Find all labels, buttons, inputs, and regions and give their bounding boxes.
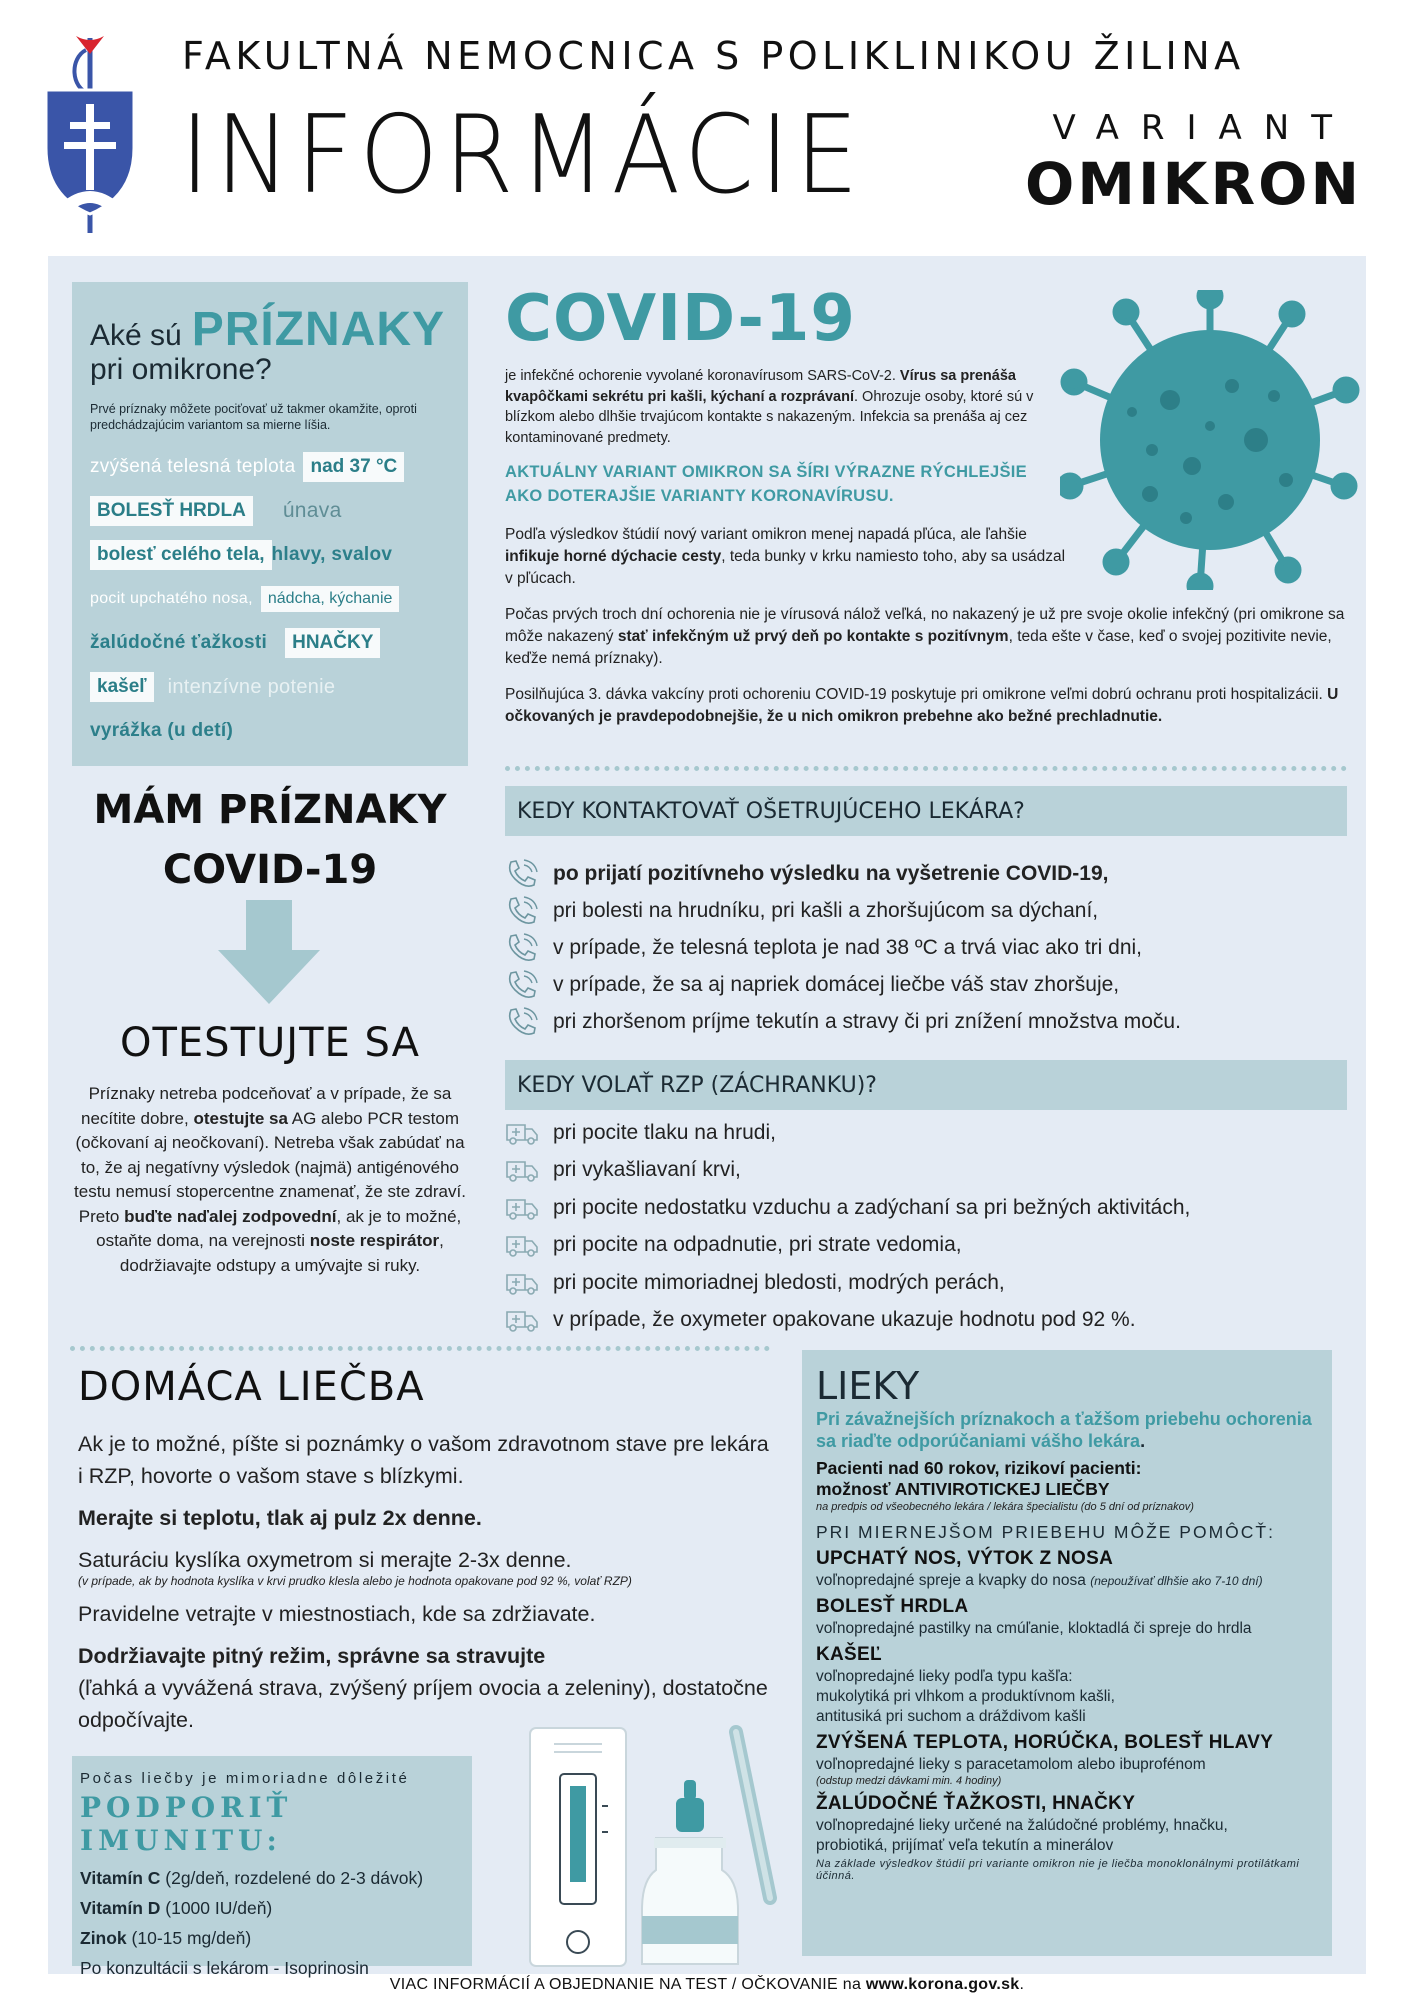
symptom-fever-value: nad 37 °C [303, 452, 404, 482]
symptom-sweat: intenzívne potenie [167, 675, 336, 698]
symptom-cough: kašeľ [90, 672, 154, 702]
drugs-h3-text2: mukolytiká pri vlhkom a produktívnom kašli, [816, 1688, 1115, 1705]
home-p6: (ľahká a vyvážená strava, zvýšený príjem ovocia a zeleniny), dostatočne odpočívajte. [78, 1676, 768, 1732]
phone-icon [505, 859, 539, 889]
symptom-runny-nose: nádcha, kýchanie [261, 586, 400, 612]
drugs-h5-text2: probiotiká, prijímať veľa tekutín a minerálov [816, 1837, 1114, 1854]
doctor-item-text: v prípade, že sa aj napriek domácej liečbe váš stav zhoršuje, [553, 972, 1120, 996]
covid-p4-b: U očkovaných je pravdepodobnejšie, že u nich omikron prebehne ako bežné prechladnutie. [505, 686, 1339, 725]
covid-alert: AKTUÁLNY VARIANT OMIKRON SA ŠÍRI VÝRAZNE RÝCHLEJŠIE AKO DOTERAJŠIE VARIANTY KORONAVÍRUSU. [505, 463, 1027, 505]
ambulance-icon [505, 1195, 539, 1221]
covid-p3-b: stať infekčným už prvý deň po kontakte s pozitívnym [617, 628, 1009, 645]
drugs-h4: ZVÝŠENÁ TEPLOTA, HORÚČKA, BOLESŤ HLAVY [816, 1732, 1274, 1753]
drugs-h3-text1: voľnopredajné lieky podľa typu kašľa: [816, 1668, 1073, 1685]
drugs-note: Na základe výsledkov štúdií pri variante omikron nie je liečba monoklonálnymi protilátkami účinná. [816, 1858, 1300, 1882]
list-item [80, 1863, 466, 1893]
covid-intro-c: . Ohrozuje osoby, ktoré sú v blízkom alebo dlhšie trvajúcom kontakte s nakazeným. Infekcia sa prenáša aj cez kontaminované predmety. [505, 388, 1034, 446]
vitamin-c-dose: (2g/deň, rozdelené do 2-3 dávok) [160, 1868, 424, 1888]
get-tested-t2b: buďte naďalej zodpovední [124, 1206, 337, 1226]
list-item [80, 1893, 466, 1923]
rzp-item-text: pri pocite na odpadnutie, pri strate vedomia, [553, 1233, 962, 1257]
drugs-h1-text [816, 1571, 1318, 1591]
symptom-fatigue: únava [282, 499, 342, 522]
hospital-name: FAKULTNÁ NEMOCNICA S POLIKLINIKOU ŽILINA [182, 34, 1245, 78]
vitamin-d-dose: (1000 IU/deň) [160, 1898, 273, 1918]
doctor-list [505, 855, 1355, 1040]
rzp-list [505, 1114, 1355, 1339]
symptom-diarrhea: HNAČKY [285, 628, 380, 658]
drugs-over60-note: na predpis od všeobecného lekára / lekára špecialistu (do 5 dní od príznakov) [816, 1501, 1194, 1513]
dotted-divider [505, 766, 1347, 771]
drugs-h1-p: voľnopredajné spreje a kvapky do nosa [816, 1572, 1091, 1589]
rzp-item-text: pri pocite tlaku na hrudi, [553, 1120, 776, 1144]
home-p3: Saturáciu kyslíka oxymetrom si merajte 2-3x denne. [78, 1548, 572, 1572]
covid-p3-c: , teda ešte v čase, keď o svojej pozitivite nevie, keďže nemá príznaky). [505, 628, 1332, 667]
symptom-fever: zvýšená telesná teplota [90, 456, 296, 477]
rzp-item-text: pri pocite mimoriadnej bledosti, modrých perách, [553, 1270, 1005, 1294]
immunity-list [80, 1863, 466, 1983]
symptom-rash: vyrážka (u detí) [90, 720, 234, 741]
symptom-sore-throat: BOLESŤ HRDLA [90, 496, 253, 526]
rzp-item-text: pri vykašliavaní krvi, [553, 1158, 741, 1182]
doctor-question-bar: KEDY KONTAKTOVAŤ OŠETRUJÚCEHO LEKÁRA? [505, 786, 1347, 836]
drugs-h2: BOLESŤ HRDLA [816, 1596, 969, 1617]
zinc-dose: (10-15 mg/deň) [126, 1928, 252, 1948]
doctor-item-text: po prijatí pozitívneho výsledku na vyšetrenie COVID-19, [553, 861, 1109, 885]
have-symptoms-heading [72, 780, 468, 900]
drugs-mild-heading: PRI MIERNEJŠOM PRIEBEHU MÔŽE POMÔCŤ: [816, 1522, 1275, 1542]
covid-p2-c: , teda bunky v krku namiesto toho, aby sa usádzal v pľúcach. [505, 548, 1066, 587]
drugs-h3: KAŠEĽ [816, 1644, 882, 1665]
get-tested-t1b: otestujte sa [193, 1108, 288, 1128]
drugs-warning-text: Pri závažnejších príznakoch a ťažšom priebehu ochorenia sa riaďte odporúčaniami vášho lekára [816, 1409, 1312, 1451]
ambulance-icon [505, 1157, 539, 1183]
list-item [80, 1923, 466, 1953]
drugs-over60-2: možnosť ANTIVIROTICKEJ LIEČBY [816, 1479, 1110, 1499]
list-item [505, 1152, 1355, 1190]
get-tested-t1: Príznaky netreba podceňovať a v prípade, že sa necítite dobre, [81, 1084, 452, 1128]
covid-intro [505, 366, 1040, 448]
immunity-title: PODPORIŤ IMUNITU: [80, 1791, 293, 1857]
phone-icon [505, 970, 539, 1000]
covid-paragraph-3 [505, 604, 1355, 670]
symptoms-intro: Prvé príznaky môžete pociťovať už takmer okamžite, oproti predchádzajúcim variantom sa mierne líšia. [90, 402, 417, 432]
covid-paragraph-2 [505, 524, 1065, 590]
footer-end: . [1019, 1976, 1025, 1993]
home-p3-note: (v prípade, ak by hodnota kyslíka v krvi prudko klesla alebo je hodnota opakovane pod 92 %, volať RZP) [78, 1574, 632, 1588]
symptoms-question-prefix: Aké sú [90, 319, 182, 352]
covid-intro-b: Vírus sa prenáša kvapôčkami sekrétu pri kašli, kýchaní a rozprávaní [505, 368, 1016, 405]
symptom-stomach: žalúdočné ťažkosti [90, 632, 268, 653]
phone-icon [505, 1007, 539, 1037]
hospital-crest-logo [40, 28, 140, 238]
variant-name: OMIKRON [1024, 150, 1362, 218]
list-item [505, 855, 1355, 892]
list-item [505, 1264, 1355, 1302]
symptoms-question-suffix: pri omikrone? [90, 353, 272, 386]
rzp-item-text: v prípade, že oxymeter opakovane ukazuje hodnotu pod 92 %. [553, 1308, 1136, 1332]
list-item [505, 1189, 1355, 1227]
immunity-box [72, 1756, 472, 1978]
list-item [505, 1003, 1355, 1040]
doctor-item-text: v prípade, že telesná teplota je nad 38 ºC a trvá viac ako tri dni, [553, 935, 1143, 959]
home-treatment-title: DOMÁCA LIEČBA [78, 1364, 425, 1410]
symptom-nose: pocit upchatého nosa, [90, 590, 253, 607]
page-title: INFORMÁCIE [180, 93, 865, 218]
coronavirus-icon [1060, 290, 1360, 590]
arrow-down-icon [218, 900, 320, 1004]
zinc-label: Zinok [80, 1928, 127, 1948]
ambulance-icon [505, 1232, 539, 1258]
drugs-title: LIEKY [816, 1364, 920, 1408]
vitamin-d-label: Vitamín D [80, 1898, 161, 1918]
list-item [505, 892, 1355, 929]
get-tested-heading: OTESTUJTE SA [119, 1020, 420, 1066]
covid-p2-b: infikuje horné dýchacie cesty [505, 548, 722, 565]
dotted-divider [70, 1346, 770, 1351]
list-item: Po konzultácii s lekárom - Isoprinosin [80, 1958, 369, 1978]
variant-label: VARIANT [1052, 108, 1354, 148]
drugs-h5: ŽALÚDOČNÉ ŤAŽKOSTI, HNAČKY [816, 1793, 1136, 1814]
symptom-chips [90, 447, 450, 751]
home-p5: Dodržiavajte pitný režim, správne sa stravujte [78, 1644, 546, 1668]
symptoms-box [72, 282, 468, 766]
covid-intro-a: je infekčné ochorenie vyvolané koronavírusom SARS-CoV-2. [505, 368, 900, 384]
rzp-item-text: pri pocite nedostatku vzduchu a zadýchaní sa pri bežných aktivitách, [553, 1195, 1191, 1219]
home-treatment-text [78, 1428, 778, 1736]
footer [0, 1976, 1414, 1994]
get-tested-t3b: noste respirátor [309, 1231, 440, 1250]
symptoms-question [90, 302, 450, 357]
covid-title: COVID-19 [505, 282, 856, 356]
symptom-body-pain: bolesť celého tela, [90, 540, 272, 570]
get-tested-t2: AG alebo PCR testom (očkovaní aj neočkovaní). Netreba však zabúdať na to, že aj negatívny výsledok (najmä) antigénového testu nemusí stopercentne znamenať, že ste zdraví. Preto [74, 1108, 466, 1226]
list-item [505, 929, 1355, 966]
home-p2: Merajte si teplotu, tlak aj pulz 2x denne. [78, 1506, 482, 1530]
home-p1: Ak je to možné, píšte si poznámky o vašom zdravotnom stave pre lekára i RZP, hovorte o vašom stave s blízkymi. [78, 1432, 769, 1488]
drugs-h4-text: voľnopredajné lieky s paracetamolom alebo ibuprofénom [816, 1756, 1206, 1773]
ambulance-icon [505, 1120, 539, 1146]
symptoms-question-highlight: PRÍZNAKY [191, 303, 446, 356]
get-tested-text [72, 1082, 468, 1278]
symptom-head-pain: hlavy, svalov [271, 544, 393, 565]
have-symptoms-line1: MÁM PRÍZNAKY [93, 787, 447, 833]
vitamin-c-label: Vitamín C [80, 1868, 161, 1888]
rzp-question-bar: KEDY VOLAŤ RZP (ZÁCHRANKU)? [505, 1060, 1347, 1110]
covid-p4-a: Posilňujúca 3. dávka vakcíny proti ochoreniu COVID-19 poskytuje pri omikrone veľmi dobrú ochranu proti hospitalizácii. [505, 686, 1328, 703]
covid-paragraph-4 [505, 684, 1355, 728]
ambulance-icon [505, 1270, 539, 1296]
get-tested-t3: , ak je to možné, ostaňte doma, na verejnosti [96, 1206, 462, 1250]
doctor-item-text: pri bolesti na hrudníku, pri kašli a zhoršujúcom sa dýchaní, [553, 898, 1099, 922]
doctor-item-text: pri zhoršenom príjme tekutín a stravy či pri znížení množstva moču. [553, 1009, 1181, 1033]
covid-p3-a: Počas prvých troch dní ochorenia nie je vírusová nálož veľká, no nakazený je už pre svoje okolie infekčný (pri omikrone sa môže nakazený [505, 606, 1345, 645]
list-item [505, 1227, 1355, 1265]
drugs-h1-note: (nepoužívať dlhšie ako 7-10 dní) [1090, 1574, 1263, 1588]
antigen-test-kit-illustration [508, 1720, 798, 1970]
phone-icon [505, 896, 539, 926]
covid-p2-a: Podľa výsledkov štúdií nový variant omikron menej napadá pľúca, ale ľahšie [505, 526, 1027, 543]
drugs-h1: UPCHATÝ NOS, VÝTOK Z NOSA [816, 1548, 1114, 1569]
drugs-h2-text: voľnopredajné pastilky na cmúľanie, kloktadlá či spreje do hrdla [816, 1620, 1252, 1637]
list-item [505, 1114, 1355, 1152]
phone-icon [505, 933, 539, 963]
drugs-h3-text3: antitusiká pri suchom a dráždivom kašli [816, 1708, 1086, 1725]
drugs-box [802, 1350, 1332, 1956]
drugs-warning-dot: . [1140, 1431, 1146, 1451]
home-p4: Pravidelne vetrajte v miestnostiach, kde sa zdržiavate. [78, 1602, 596, 1626]
immunity-intro: Počas liečby je mimoriadne dôležité [80, 1770, 410, 1787]
list-item [505, 1302, 1355, 1340]
have-symptoms-line2: COVID-19 [162, 847, 378, 893]
drugs-h5-text1: voľnopredajné lieky určené na žalúdočné problémy, hnačku, [816, 1817, 1228, 1834]
footer-link[interactable]: www.korona.gov.sk [865, 1976, 1020, 1993]
drugs-warning [816, 1408, 1318, 1452]
footer-text: VIAC INFORMÁCIÍ A OBJEDNANIE NA TEST / OČKOVANIE na [389, 1976, 866, 1993]
list-item [505, 966, 1355, 1003]
drugs-over60-1: Pacienti nad 60 rokov, rizikoví pacienti: [816, 1458, 1142, 1478]
drugs-h4-note: (odstup medzi dávkami min. 4 hodiny) [816, 1775, 1002, 1787]
ambulance-icon [505, 1307, 539, 1333]
get-tested-t4: , dodržiavajte odstupy a umývajte si ruky. [119, 1231, 444, 1275]
